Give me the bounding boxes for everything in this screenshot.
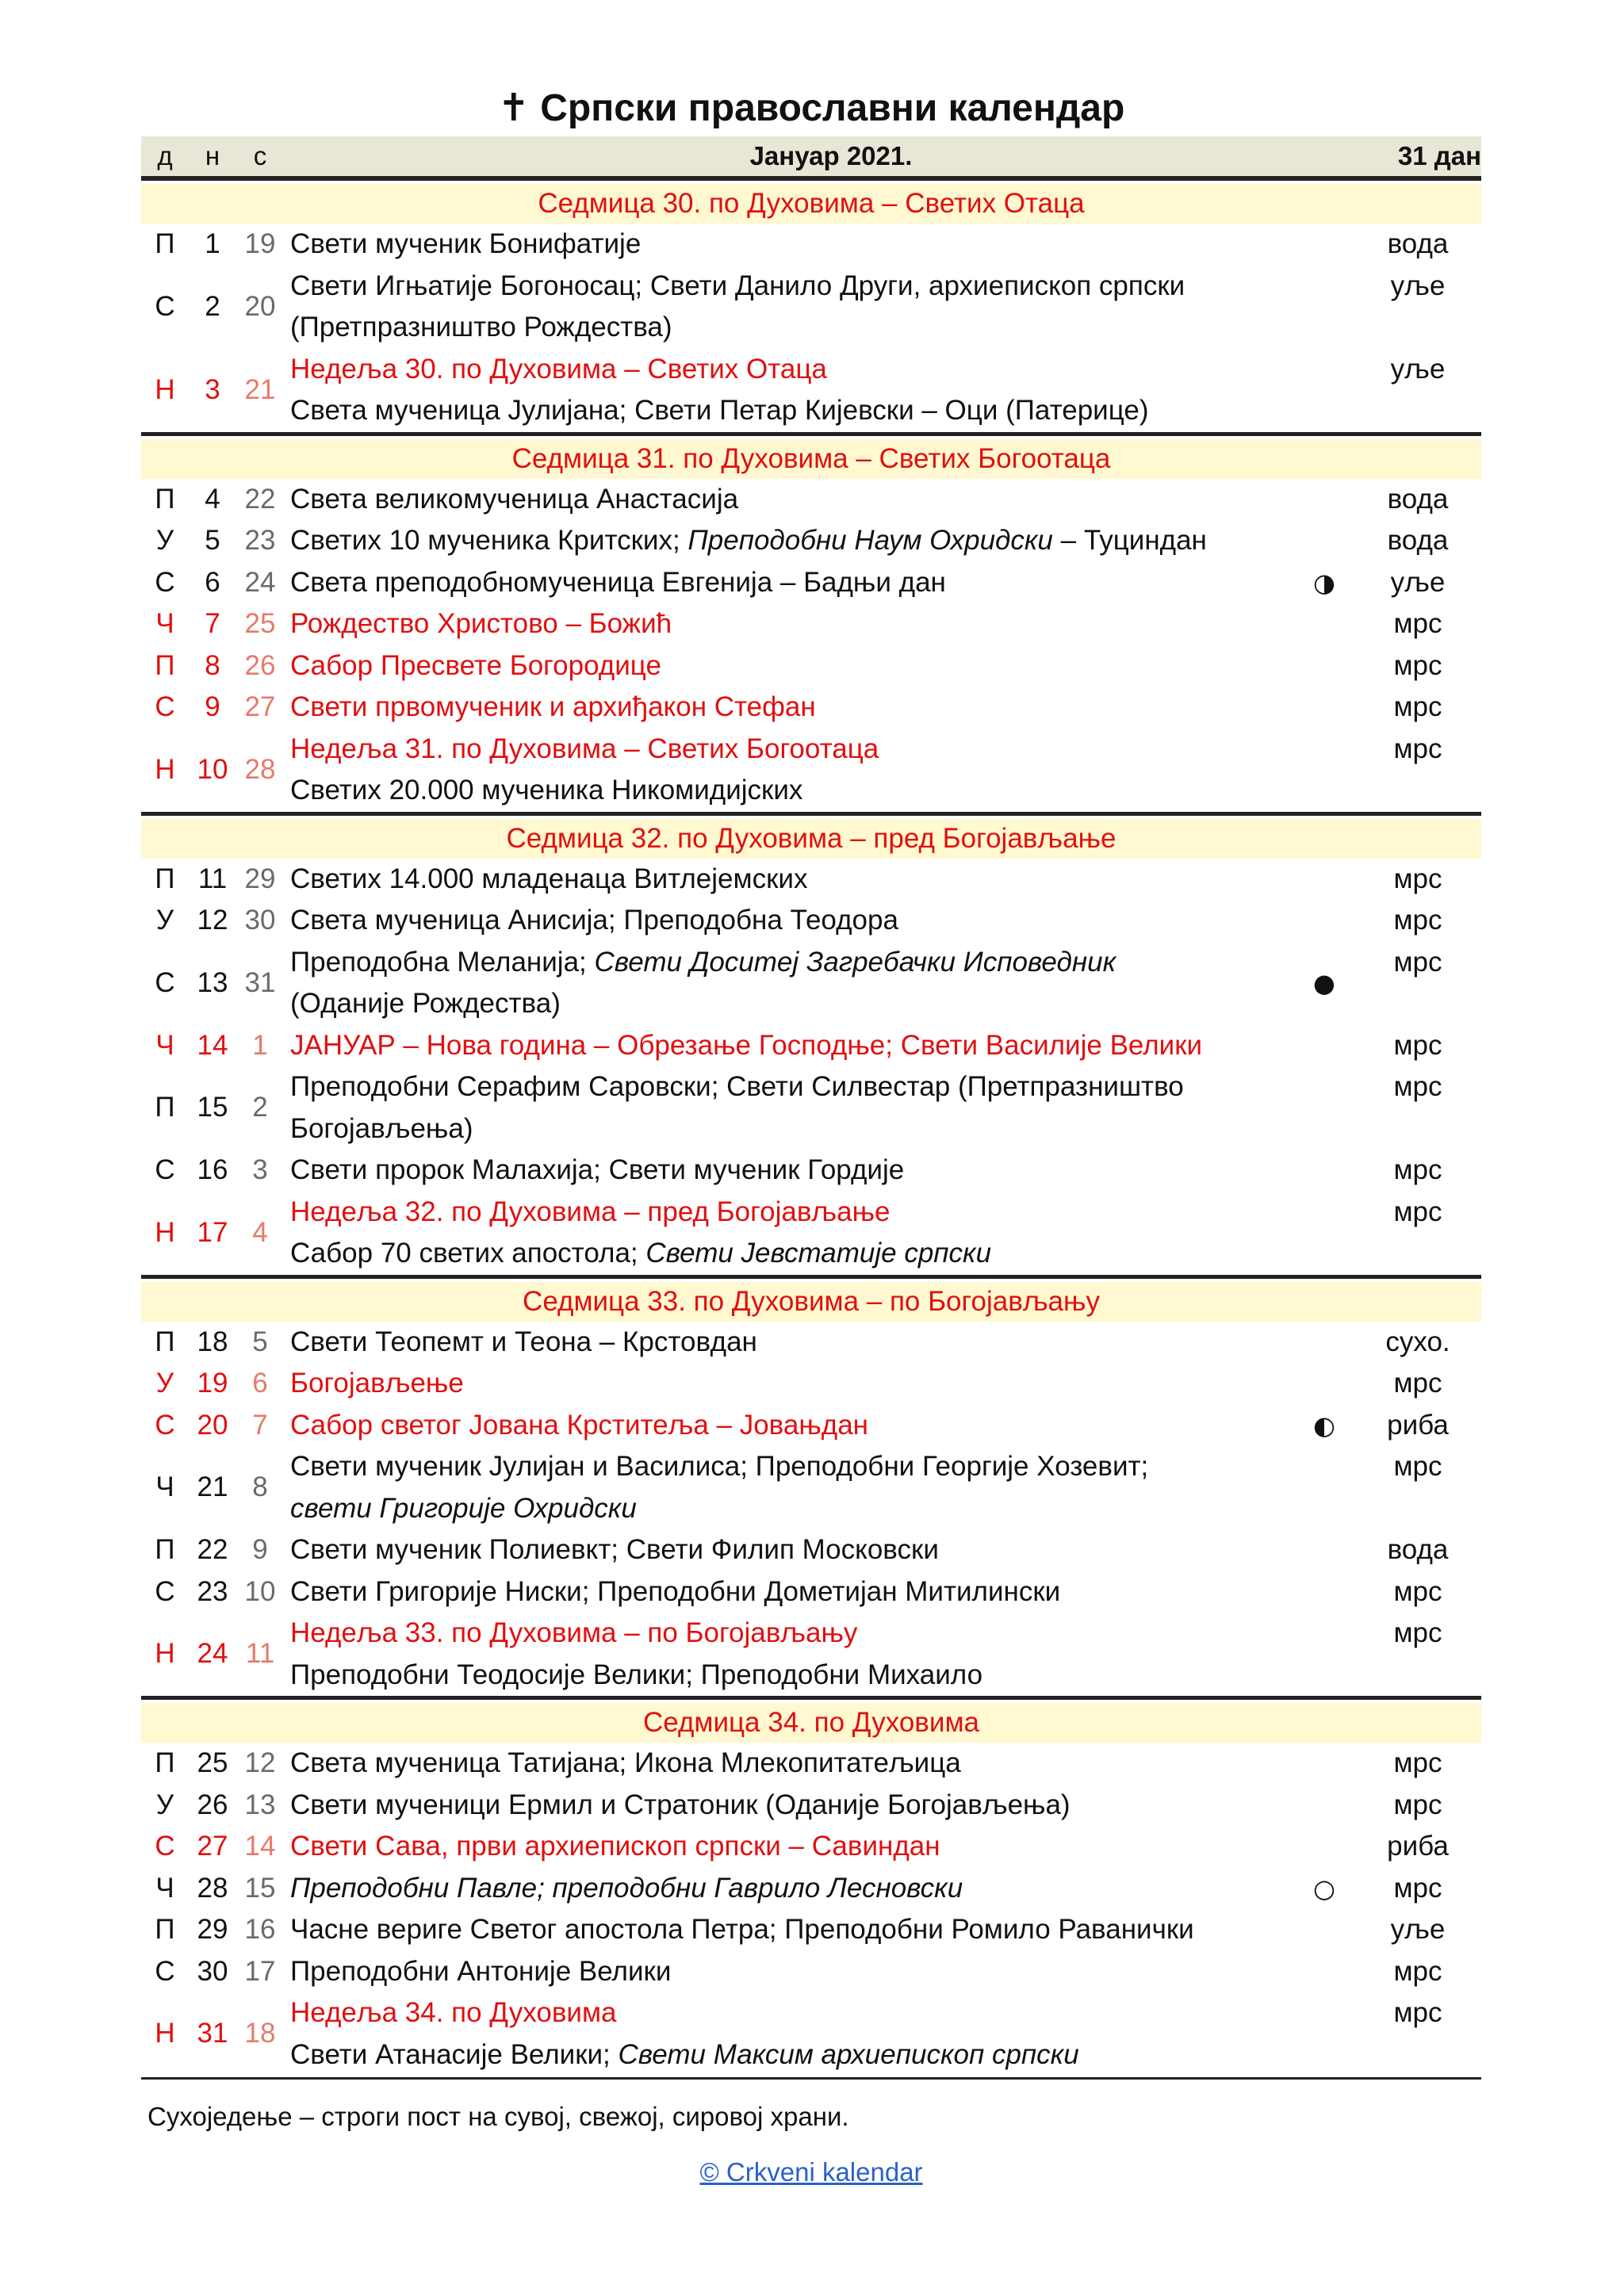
old-style-date: 11 (245, 1638, 275, 1670)
moon-cell (1294, 1192, 1354, 1275)
day-description (284, 1868, 1294, 1910)
old-style-date: 21 (244, 373, 276, 405)
old-style-date: 25 (244, 608, 276, 639)
old-style-date: 1 (252, 1029, 268, 1061)
day-row (141, 1785, 1481, 1827)
day-description (284, 859, 1294, 901)
day-description (284, 1025, 1294, 1067)
weekday-letter: Н (155, 2018, 175, 2049)
moon-phase-icon: ● (1313, 967, 1335, 998)
new-style-date: 28 (197, 1872, 228, 1904)
day-description (284, 1826, 1294, 1868)
weekday-letter: Ч (155, 1029, 174, 1061)
page-title (141, 79, 1481, 136)
weekday-letter: С (155, 1955, 175, 1987)
moon-cell (1294, 520, 1354, 562)
new-style-date: 11 (197, 863, 228, 894)
new-style-date: 24 (197, 1638, 228, 1670)
fasting-rule: мрс (1393, 1154, 1442, 1185)
feast-line: Недеља 33. по Духовима – по Богојављању (290, 1617, 858, 1648)
fasting-rule: мрс (1393, 1872, 1442, 1904)
day-row (141, 1743, 1481, 1785)
saints-line: Свети пророк Малахија; Свети мученик Гордије (290, 1154, 905, 1185)
old-style-date: 29 (244, 863, 276, 894)
header-col-s: с (253, 141, 267, 170)
old-style-date: 9 (252, 1534, 268, 1565)
day-description (284, 1909, 1294, 1951)
moon-cell (1294, 1363, 1354, 1405)
new-style-date: 26 (197, 1789, 228, 1820)
old-style-date: 23 (244, 525, 276, 556)
saints-line: Света преподобномученица Евгенија – Бадњи дан (290, 566, 946, 598)
weekday-letter: Н (155, 753, 175, 785)
weekday-letter: П (155, 483, 175, 515)
fasting-rule: уље (1390, 353, 1446, 385)
saints-line: Богојављења) (290, 1112, 473, 1144)
saints-line: Света мученица Анисија; Преподобна Теодора (290, 905, 898, 936)
saints-line: Свети Теопемт и Теона – Крстовдан (290, 1326, 757, 1357)
saints-line: Свети мученици Ермил и Стратоник (Оданије Богојављења) (290, 1789, 1071, 1820)
weekday-letter: Ч (155, 608, 174, 639)
day-row (141, 859, 1481, 901)
week-title: Седмица 30. по Духовима – Светих Отаца (141, 184, 1481, 224)
old-style-date: 7 (252, 1409, 268, 1441)
moon-phase-icon: ○ (1313, 1873, 1335, 1904)
saints-line: Часне вериге Светог апостола Петра; Преподобни Ромило Раванички (290, 1914, 1194, 1945)
new-style-date: 22 (197, 1534, 228, 1565)
day-description (284, 562, 1294, 604)
fasting-rule: мрс (1393, 863, 1442, 894)
moon-cell (1294, 479, 1354, 521)
moon-cell (1294, 1025, 1354, 1067)
old-style-date: 24 (244, 566, 276, 598)
saints-line: Свети мученик Полиевкт; Свети Филип Московски (290, 1534, 939, 1565)
old-style-date: 17 (244, 1955, 276, 1987)
day-row (141, 1363, 1481, 1405)
day-row (141, 1150, 1481, 1192)
day-description (284, 1613, 1294, 1696)
moon-cell (1294, 1322, 1354, 1364)
page-title-text: Српски православни календар (540, 87, 1125, 129)
old-style-date: 18 (244, 2018, 276, 2049)
moon-cell (1294, 1909, 1354, 1951)
day-description (284, 942, 1294, 1025)
day-row (141, 1826, 1481, 1868)
fasting-rule: мрс (1393, 1368, 1442, 1399)
feast-line: Рождество Христово – Божић (290, 608, 672, 639)
day-description (284, 1192, 1294, 1275)
saints-line: Свети Атанасије Велики; Свети Максим архиепископ српски (290, 2038, 1079, 2070)
old-style-date: 19 (244, 228, 276, 259)
new-style-date: 25 (197, 1747, 228, 1778)
saints-line: Света мученица Татијана; Икона Млекопитатељица (290, 1747, 961, 1778)
cross-icon: ✝ (497, 86, 530, 130)
old-style-date: 3 (252, 1154, 268, 1185)
weekday-letter: П (155, 228, 175, 259)
weekday-letter: С (155, 1409, 175, 1441)
day-description (284, 1066, 1294, 1150)
fasting-rule: мрс (1393, 1071, 1442, 1102)
fasting-rule: сухо. (1385, 1326, 1450, 1357)
day-description (284, 603, 1294, 645)
old-style-date: 22 (244, 483, 276, 515)
new-style-date: 23 (197, 1575, 228, 1607)
new-style-date: 19 (197, 1368, 228, 1399)
feast-line: Недеља 34. по Духовима (290, 1997, 617, 2028)
moon-cell (1294, 729, 1354, 812)
day-row (141, 562, 1481, 604)
fasting-rule: мрс (1393, 1617, 1442, 1648)
new-style-date: 12 (197, 905, 228, 936)
day-description (284, 520, 1294, 562)
day-description (284, 1529, 1294, 1571)
moon-cell (1294, 1613, 1354, 1696)
weekday-letter: П (155, 1534, 175, 1565)
new-style-date: 30 (197, 1955, 228, 1987)
feast-line: Сабор светог Јована Крститеља – Јовањдан (290, 1409, 869, 1441)
day-row (141, 1613, 1481, 1696)
old-style-date: 6 (252, 1368, 268, 1399)
feast-line: Сабор Пресвете Богородице (290, 649, 661, 681)
day-row (141, 603, 1481, 645)
moon-cell (1294, 1529, 1354, 1571)
days-count: 31 дан (1397, 141, 1481, 170)
fasting-rule: мрс (1393, 1575, 1442, 1607)
fasting-rule: риба (1387, 1831, 1449, 1862)
week-section (141, 184, 1481, 432)
day-description (284, 479, 1294, 521)
new-style-date: 10 (197, 753, 228, 785)
fasting-rule: мрс (1393, 1997, 1442, 2028)
moon-cell (1294, 645, 1354, 687)
weekday-letter: П (155, 1747, 175, 1778)
day-description (284, 349, 1294, 432)
saints-line: Свети Игњатије Богоносац; Свети Данило Други, архиепископ српски (290, 270, 1185, 301)
new-style-date: 2 (205, 290, 220, 322)
new-style-date: 6 (205, 566, 220, 598)
day-description (284, 1322, 1294, 1364)
fasting-rule: вода (1387, 1534, 1449, 1565)
fasting-rule: вода (1387, 228, 1449, 259)
week-title: Седмица 32. по Духовима – пред Богојављање (141, 819, 1481, 859)
day-row (141, 687, 1481, 729)
weekday-letter: У (155, 525, 174, 556)
fasting-rule: вода (1387, 525, 1449, 556)
new-style-date: 5 (205, 525, 220, 556)
moon-cell (1294, 349, 1354, 432)
fasting-rule: мрс (1393, 1029, 1442, 1061)
day-description (284, 1785, 1294, 1827)
feast-line: Богојављење (290, 1368, 464, 1399)
day-row (141, 1066, 1481, 1150)
day-row (141, 1529, 1481, 1571)
feast-line: Свети првомученик и архиђакон Стефан (290, 691, 816, 722)
day-row (141, 729, 1481, 812)
saints-line: Свети мученик Јулијан и Василиса; Преподобни Георгије Хозевит; (290, 1451, 1149, 1482)
saints-line: свети Григорије Охридски (290, 1492, 637, 1524)
fasting-rule: мрс (1393, 946, 1442, 978)
fasting-rule: мрс (1393, 1747, 1442, 1778)
moon-phase-icon: ◑ (1313, 567, 1335, 598)
weekday-letter: Ч (155, 1872, 174, 1904)
fasting-rule: мрс (1393, 1955, 1442, 1987)
new-style-date: 29 (197, 1914, 228, 1945)
saints-line: Свети Григорије Ниски; Преподобни Дометијан Митилински (290, 1575, 1061, 1607)
fasting-rule: мрс (1393, 649, 1442, 681)
fasting-rule: мрс (1393, 733, 1442, 764)
moon-cell (1294, 1571, 1354, 1613)
feast-line: ЈАНУАР – Нова година – Обрезање Господње; Свети Василије Велики (290, 1029, 1203, 1061)
moon-cell (1294, 900, 1354, 942)
day-row (141, 1025, 1481, 1067)
weekday-letter: С (155, 691, 175, 722)
feast-line: Свети Сава, први архиепископ српски – Савиндан (290, 1831, 940, 1862)
day-row (141, 1322, 1481, 1364)
week-section (141, 432, 1481, 812)
saints-line: Светих 10 мученика Критских; Преподобни Наум Охридски – Туциндан (290, 525, 1207, 556)
header-col-d: д (157, 141, 173, 170)
saints-line: Света мученица Јулијана; Свети Петар Кијевски – Оци (Патерице) (290, 395, 1149, 426)
moon-cell (1294, 266, 1354, 349)
day-row (141, 349, 1481, 432)
fasting-rule: мрс (1393, 691, 1442, 722)
day-row (141, 224, 1481, 266)
copyright (141, 2157, 1481, 2187)
fasting-rule: уље (1390, 270, 1446, 301)
moon-phase-icon: ◐ (1313, 1410, 1335, 1441)
old-style-date: 30 (244, 905, 276, 936)
fasting-rule: мрс (1393, 1789, 1442, 1820)
new-style-date: 27 (197, 1831, 228, 1862)
weekday-letter: С (155, 1575, 175, 1607)
saints-line: Преподобни Теодосије Велики; Преподобни Михаило (290, 1659, 983, 1690)
saints-line: Преподобна Меланија; Свети Доситеј Загребачки Исповедник (290, 946, 1116, 978)
moon-cell (1294, 224, 1354, 266)
feast-line: Недеља 30. по Духовима – Светих Отаца (290, 353, 827, 385)
weeks-container (141, 184, 1481, 2076)
saints-line: Света великомученица Анастасија (290, 483, 739, 515)
week-section (141, 1275, 1481, 1697)
new-style-date: 9 (205, 691, 220, 722)
old-style-date: 8 (252, 1471, 268, 1503)
new-style-date: 1 (205, 228, 220, 259)
day-description (284, 1743, 1294, 1785)
saints-line: Преподобни Серафим Саровски; Свети Силвестар (Претпразништво (290, 1071, 1184, 1102)
day-row (141, 479, 1481, 521)
day-row (141, 520, 1481, 562)
saints-line: Сабор 70 светих апостола; Свети Јевстатије српски (290, 1238, 992, 1269)
saints-line: Преподобни Павле; преподобни Гаврило Лесновски (290, 1872, 963, 1904)
day-row (141, 1571, 1481, 1613)
new-style-date: 7 (205, 608, 220, 639)
weekday-letter: П (155, 649, 175, 681)
day-row (141, 1951, 1481, 1993)
weekday-letter: Ч (155, 1471, 174, 1503)
old-style-date: 4 (252, 1216, 268, 1248)
saints-line: (Оданије Рождества) (290, 988, 561, 1019)
day-description (284, 687, 1294, 729)
old-style-date: 16 (244, 1914, 276, 1945)
new-style-date: 3 (205, 373, 220, 405)
old-style-date: 12 (244, 1747, 276, 1778)
fasting-rule: мрс (1393, 1196, 1442, 1227)
feast-line: Недеља 32. по Духовима – пред Богојављање (290, 1196, 891, 1227)
new-style-date: 14 (197, 1029, 228, 1061)
feast-line: Недеља 31. по Духовима – Светих Богоотаца (290, 733, 879, 764)
day-description (284, 900, 1294, 942)
day-row (141, 1192, 1481, 1275)
new-style-date: 4 (205, 483, 220, 515)
day-row (141, 1446, 1481, 1529)
fasting-rule: уље (1390, 1914, 1446, 1945)
weekday-letter: С (155, 1154, 175, 1185)
new-style-date: 31 (197, 2018, 228, 2049)
day-description (284, 1363, 1294, 1405)
weekday-letter: С (155, 1831, 175, 1862)
old-style-date: 15 (244, 1872, 276, 1904)
bottom-divider (141, 2077, 1481, 2080)
moon-cell (1294, 1446, 1354, 1529)
week-section (141, 812, 1481, 1275)
weekday-letter: Н (155, 1216, 175, 1248)
day-row (141, 1868, 1481, 1910)
weekday-letter: Н (155, 373, 175, 405)
weekday-letter: С (155, 566, 175, 598)
old-style-date: 26 (244, 649, 276, 681)
day-row (141, 1992, 1481, 2076)
weekday-letter: С (155, 290, 175, 322)
new-style-date: 8 (205, 649, 220, 681)
day-description (284, 1446, 1294, 1529)
weekday-letter: Н (155, 1638, 175, 1670)
new-style-date: 17 (197, 1216, 228, 1248)
moon-cell (1294, 1826, 1354, 1868)
saints-line: Преподобни Антоније Велики (290, 1955, 672, 1987)
new-style-date: 16 (197, 1154, 228, 1185)
moon-cell (1294, 687, 1354, 729)
weekday-letter: П (155, 1326, 175, 1357)
month-header (141, 136, 1481, 181)
old-style-date: 31 (244, 966, 276, 998)
day-description (284, 645, 1294, 687)
old-style-date: 5 (252, 1326, 268, 1357)
fasting-rule: уље (1390, 566, 1446, 598)
old-style-date: 10 (244, 1575, 276, 1607)
moon-cell (1294, 1743, 1354, 1785)
footnote: Сухоједење – строги пост на сувој, свежој, сировој храни. (147, 2102, 849, 2131)
saints-line: (Претпразништво Рождества) (290, 312, 672, 342)
new-style-date: 20 (197, 1409, 228, 1441)
weekday-letter: П (155, 1092, 175, 1123)
day-description (284, 1992, 1294, 2076)
weekday-letter: П (155, 1914, 175, 1945)
day-description (284, 1150, 1294, 1192)
old-style-date: 14 (244, 1831, 276, 1862)
weekday-letter: У (155, 1789, 174, 1820)
day-row (141, 942, 1481, 1025)
new-style-date: 13 (197, 966, 228, 998)
moon-cell (1294, 1150, 1354, 1192)
new-style-date: 15 (197, 1092, 228, 1123)
day-description (284, 1951, 1294, 1993)
weekday-letter: У (155, 905, 174, 936)
old-style-date: 2 (252, 1092, 268, 1123)
moon-cell (1294, 1066, 1354, 1150)
weekday-letter: У (155, 1368, 174, 1399)
fasting-rule: риба (1387, 1409, 1449, 1441)
day-row (141, 266, 1481, 349)
saints-line: Светих 20.000 мученика Никомидијских (290, 775, 803, 806)
moon-cell (1294, 859, 1354, 901)
week-title: Седмица 31. по Духовима – Светих Богоотаца (141, 439, 1481, 479)
week-title: Седмица 34. по Духовима (141, 1703, 1481, 1743)
day-row (141, 900, 1481, 942)
new-style-date: 21 (197, 1471, 228, 1503)
fasting-rule: мрс (1393, 1451, 1442, 1482)
fasting-rule: вода (1387, 483, 1449, 515)
week-section (141, 1696, 1481, 2076)
saints-line: Светих 14.000 младенаца Витлејемских (290, 863, 808, 894)
old-style-date: 20 (244, 290, 276, 322)
day-description (284, 224, 1294, 266)
weekday-letter: П (155, 863, 175, 894)
day-description (284, 1571, 1294, 1613)
old-style-date: 27 (244, 691, 276, 722)
weekday-letter: С (155, 966, 175, 998)
moon-cell (1294, 1951, 1354, 1993)
moon-cell (1294, 1992, 1354, 2076)
day-row (141, 1405, 1481, 1447)
moon-cell (1294, 1785, 1354, 1827)
fasting-rule: мрс (1393, 905, 1442, 936)
old-style-date: 13 (244, 1789, 276, 1820)
day-description (284, 266, 1294, 349)
day-row (141, 645, 1481, 687)
copyright-link[interactable]: © Crkveni kalendar (699, 2157, 923, 2187)
day-description (284, 1405, 1294, 1447)
month-title: Јануар 2021. (749, 141, 913, 170)
fasting-rule: мрс (1393, 608, 1442, 639)
week-title: Седмица 33. по Духовима – по Богојављању (141, 1282, 1481, 1322)
new-style-date: 18 (197, 1326, 228, 1357)
day-row (141, 1909, 1481, 1951)
moon-cell (1294, 603, 1354, 645)
header-col-n: н (205, 141, 220, 170)
old-style-date: 28 (244, 753, 276, 785)
calendar-page (141, 79, 1481, 2187)
saints-line: Свети мученик Бонифатије (290, 228, 642, 259)
day-description (284, 729, 1294, 812)
